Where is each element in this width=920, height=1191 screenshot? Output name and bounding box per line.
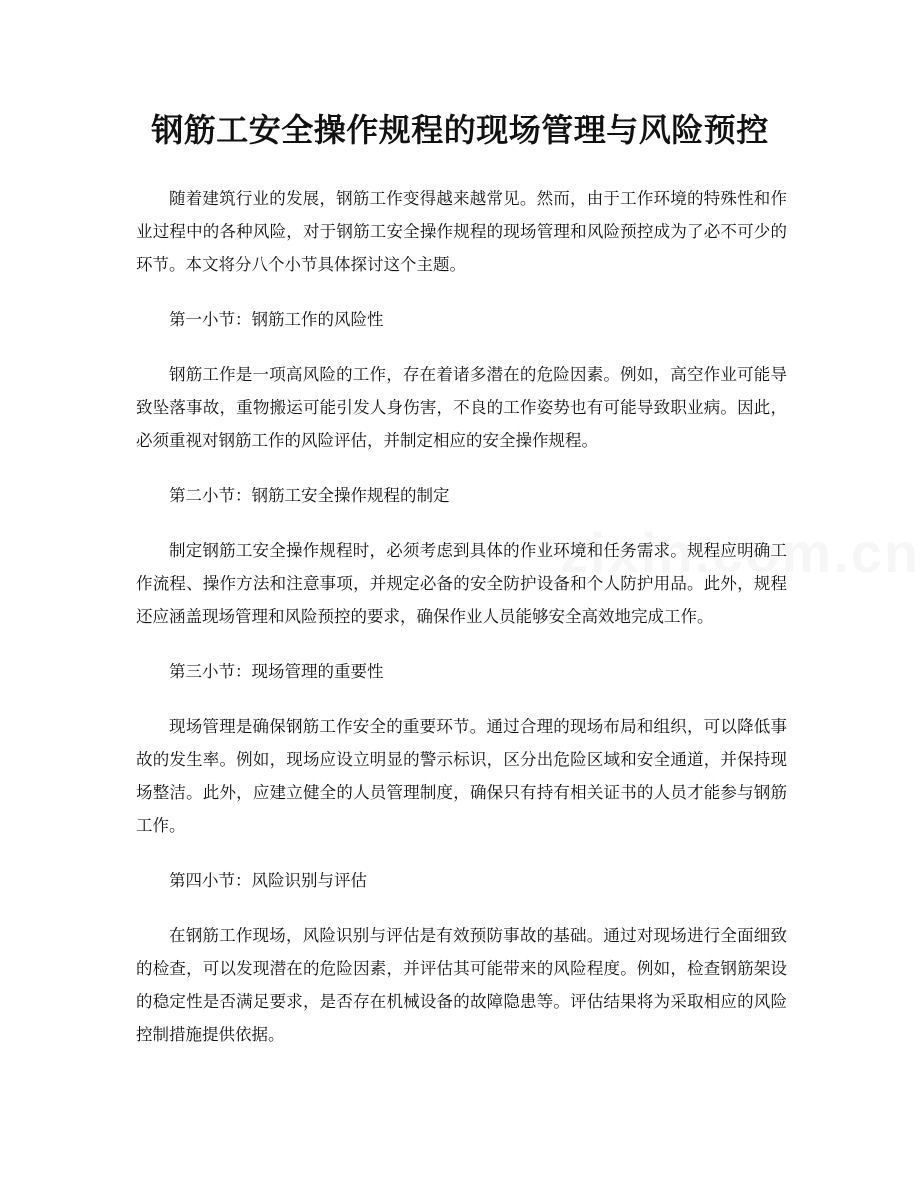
section-1-heading: 第一小节：钢筋工作的风险性 — [169, 310, 384, 329]
document-body — [136, 182, 787, 1073]
section-4-paragraph: 在钢筋工作现场，风险识别与评估是有效预防事故的基础。通过对现场进行全面细致的检查，可以发现潜在的危险因素，并评估其可能带来的风险程度。例如，检查钢筋架设的稳定性是否满足要求，是否存在机械设备的故障隐患等。评估结果将为采取相应的风险控制措施提供依据。 — [136, 926, 787, 1044]
section-3-paragraph: 现场管理是确保钢筋工作安全的重要环节。通过合理的现场布局和组织，可以降低事故的发生率。例如，现场应设立明显的警示标识，区分出危险区域和安全通道，并保持现场整洁。此外，应建立健全的人员管理制度，确保只有持有相关证书的人员才能参与钢筋工作。 — [136, 717, 787, 835]
section-2-paragraph: 制定钢筋工安全操作规程时，必须考虑到具体的作业环境和任务需求。规程应明确工作流程、操作方法和注意事项，并规定必备的安全防护设备和个人防护用品。此外，规程还应涵盖现场管理和风险预控的要求，确保作业人员能够安全高效地完成工作。 — [136, 541, 787, 626]
section-4-heading: 第四小节：风险识别与评估 — [169, 871, 367, 890]
document-title: 钢筋工安全操作规程的现场管理与风险预控 — [151, 111, 769, 149]
intro-paragraph: 随着建筑行业的发展，钢筋工作变得越来越常见。然而，由于工作环境的特殊性和作业过程中的各种风险，对于钢筋工安全操作规程的现场管理和风险预控成为了必不可少的环节。本文将分八个小节具体探讨这个主题。 — [136, 189, 787, 274]
section-3-heading: 第三小节：现场管理的重要性 — [169, 662, 384, 681]
section-1-paragraph: 钢筋工作是一项高风险的工作，存在着诸多潜在的危险因素。例如，高空作业可能导致坠落事故，重物搬运可能引发人身伤害，不良的工作姿势也有可能导致职业病。因此，必须重视对钢筋工作的风险评估，并制定相应的安全操作规程。 — [136, 365, 787, 450]
section-2-heading: 第二小节：钢筋工安全操作规程的制定 — [169, 486, 450, 505]
